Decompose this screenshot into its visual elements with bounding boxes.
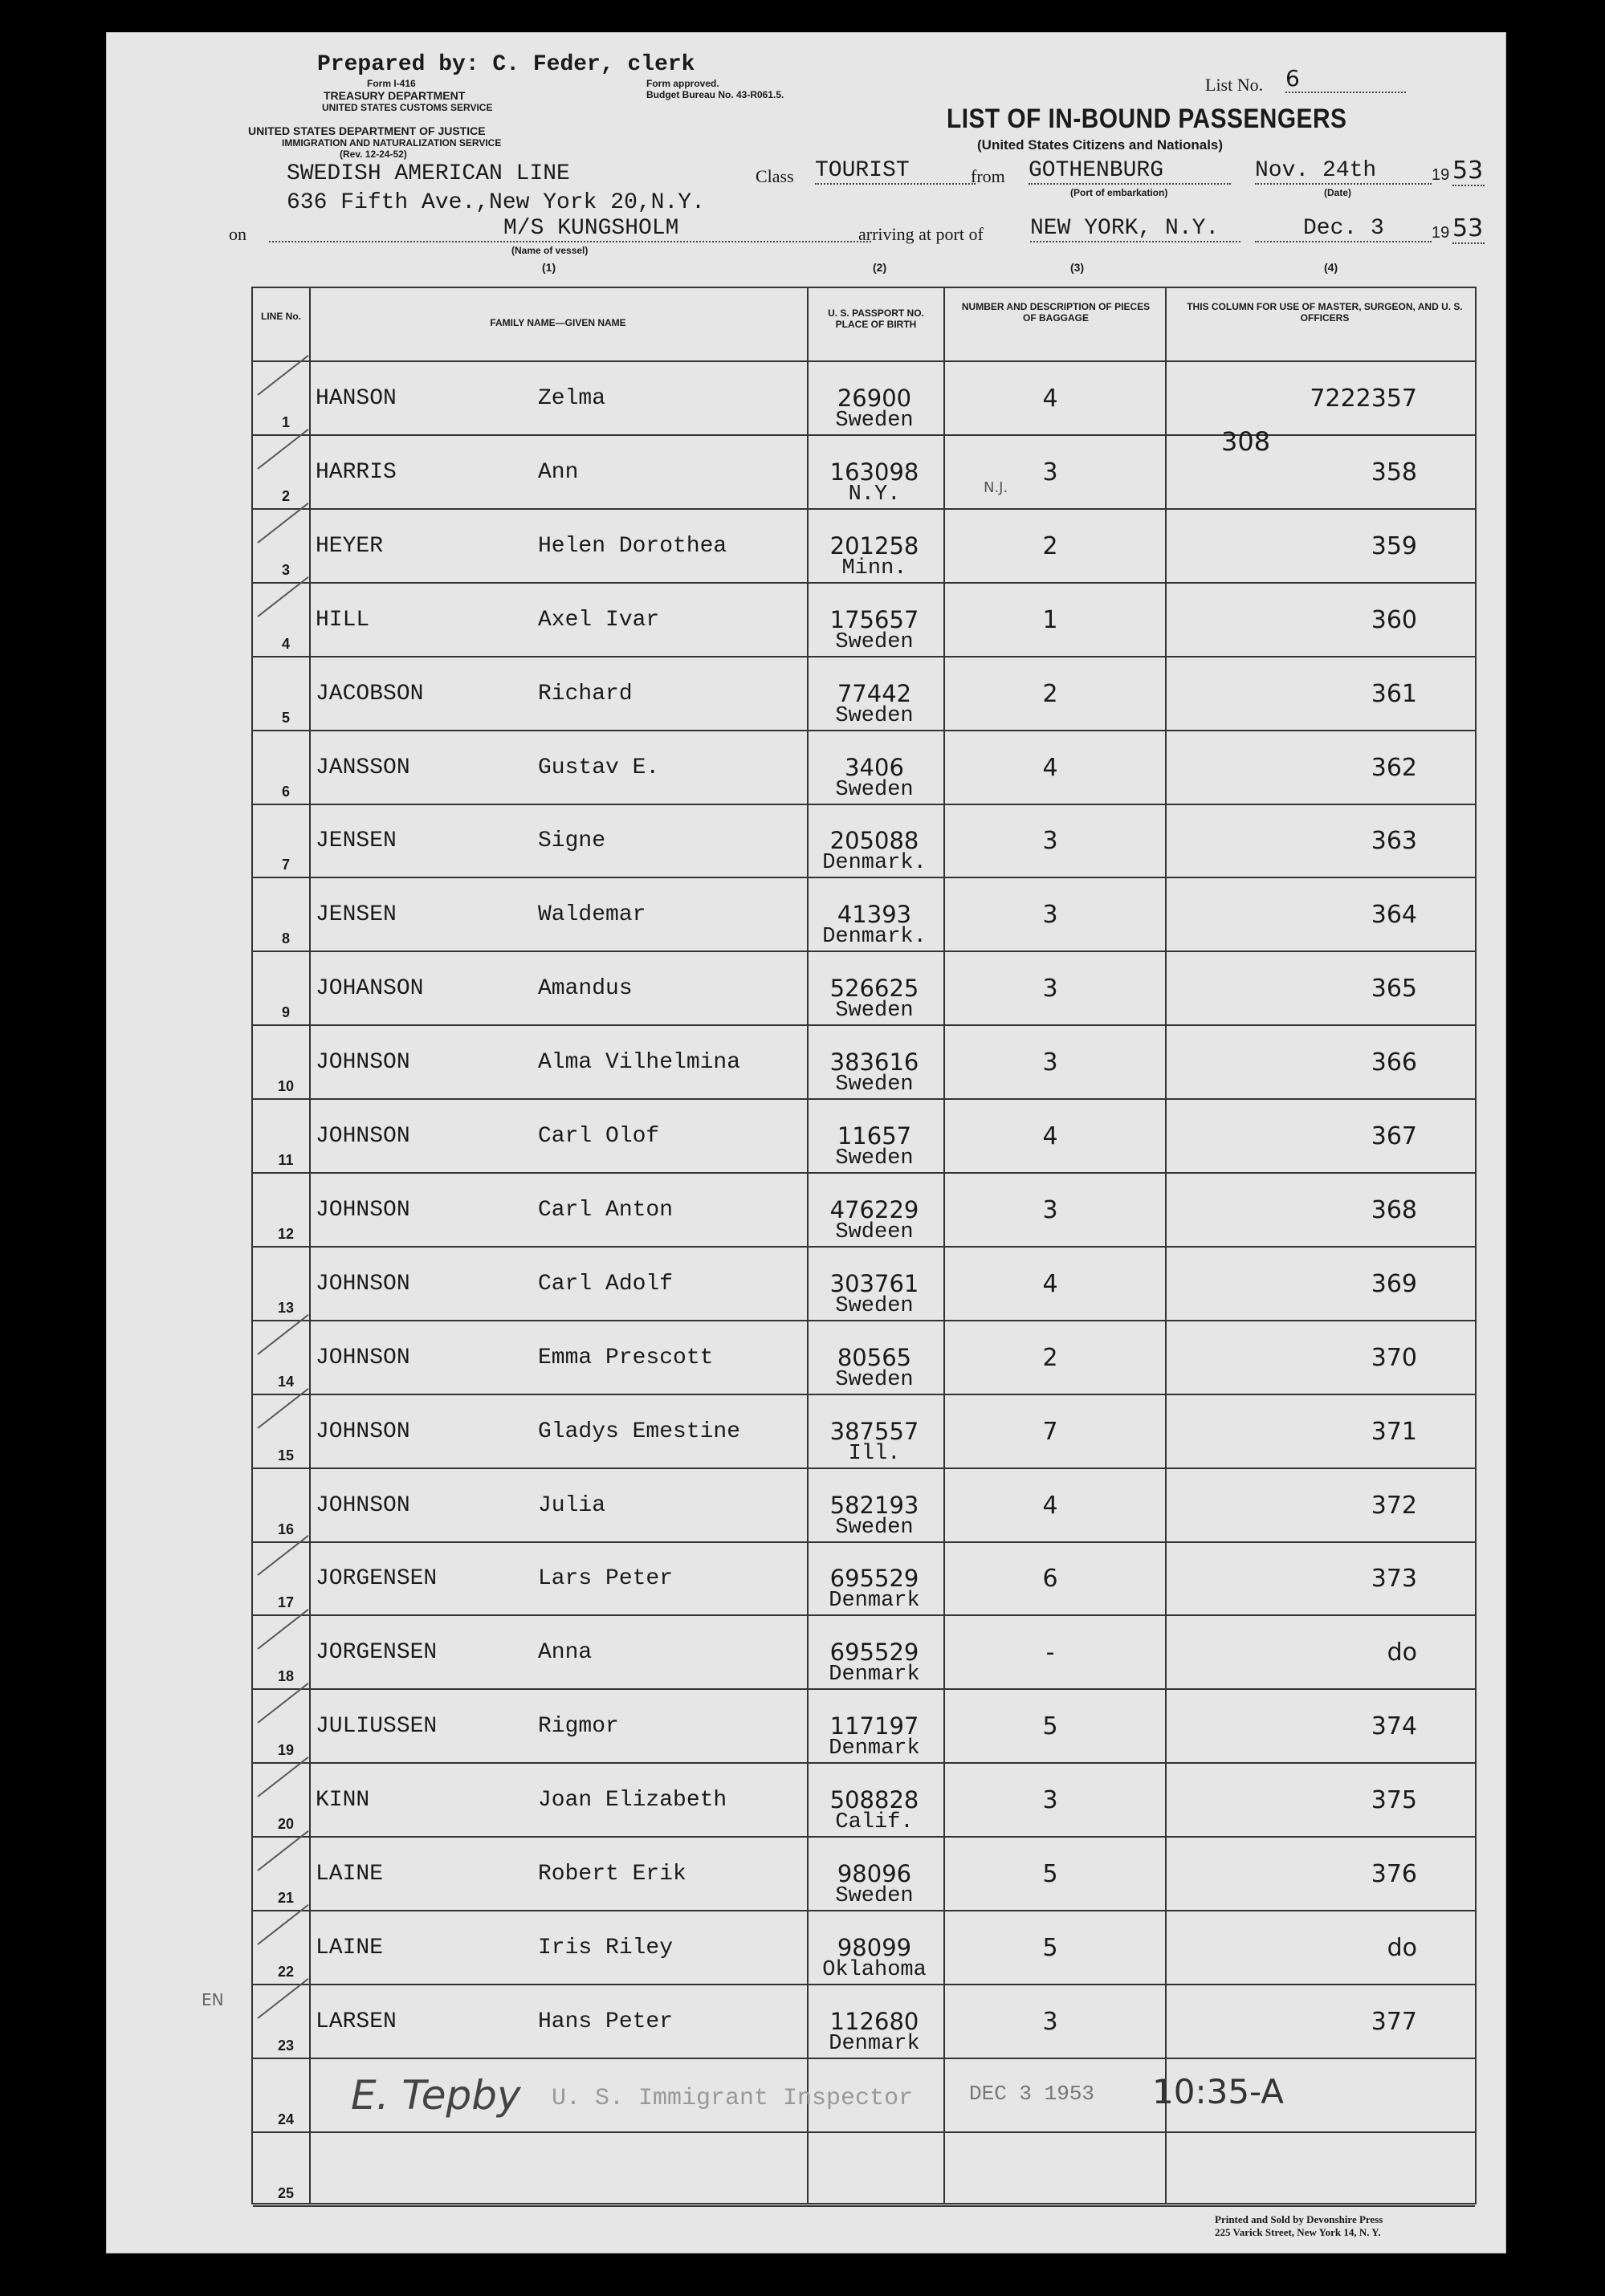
line-number: 23 (277, 2037, 295, 2054)
table-row (253, 1911, 1475, 1985)
baggage-count: 3 (1042, 2007, 1058, 2036)
baggage-count: 3 (1042, 1048, 1058, 1077)
family-name: KINN (316, 1788, 370, 1814)
table-row (253, 1026, 1475, 1100)
given-name: Joan Elizabeth (538, 1788, 727, 1814)
place-of-birth: Sweden (835, 409, 914, 433)
given-name: Julia (538, 1492, 606, 1518)
officer-entry: 367 (1371, 1122, 1417, 1150)
treasury-department: TREASURY DEPARTMENT (324, 89, 466, 102)
baggage-count: 3 (1042, 827, 1058, 856)
passport-number: 80565 (837, 1343, 912, 1371)
baggage-count: 4 (1042, 1491, 1058, 1520)
baggage-count: 7 (1042, 1417, 1058, 1446)
table-row (253, 510, 1475, 584)
table-row (253, 1690, 1475, 1764)
family-name: JOHNSON (316, 1345, 410, 1370)
inspection-time: 10:35-A (1152, 2072, 1285, 2111)
margin-note-nj: N.J. (984, 479, 1008, 496)
place-of-birth: Sweden (835, 703, 914, 728)
place-of-birth: Denmark (829, 1663, 920, 1687)
family-name: HANSON (316, 386, 397, 411)
family-name: JOHNSON (316, 1124, 410, 1149)
baggage-count: 6 (1042, 1565, 1058, 1594)
column-number-1: (1) (542, 261, 556, 274)
form-approved: Form approved. (646, 78, 719, 89)
passport-number: 175657 (829, 605, 919, 633)
header-line-no: LINE No. (261, 311, 301, 322)
line-number: 16 (277, 1520, 295, 1537)
family-name: JORGENSEN (316, 1640, 438, 1666)
column-number-3: (3) (1070, 261, 1085, 274)
given-name: Anna (538, 1640, 593, 1666)
table-row (253, 1321, 1475, 1395)
baggage-count: 3 (1042, 901, 1058, 930)
given-name: Hans Peter (538, 2009, 674, 2034)
family-name: HARRIS (316, 459, 397, 485)
family-name: LAINE (316, 1935, 384, 1960)
baggage-count: 5 (1042, 1712, 1058, 1741)
officer-entry: 361 (1371, 679, 1417, 708)
officer-entry: 366 (1371, 1048, 1417, 1077)
baggage-count: 5 (1042, 1933, 1058, 1962)
table-row (253, 1764, 1475, 1838)
port-of-embarkation: GOTHENBURG (1029, 158, 1231, 185)
passport-number: 11657 (837, 1122, 912, 1150)
class-value: TOURIST (815, 158, 976, 185)
officer-entry: do (1387, 1933, 1417, 1962)
line-number: 15 (277, 1447, 295, 1463)
vessel-name: M/S KUNGSHOLM (269, 216, 871, 242)
on-label: on (229, 224, 246, 244)
officer-entry: 362 (1371, 753, 1417, 782)
officer-entry: 363 (1371, 827, 1417, 856)
place-of-birth: Denmark (829, 1589, 920, 1614)
table-row (253, 1174, 1475, 1248)
place-of-birth: Minn. (841, 556, 907, 580)
passport-number: 77442 (837, 679, 912, 707)
place-of-birth: N.Y. (848, 482, 901, 507)
place-of-birth: Denmark. (822, 851, 927, 876)
officer-entry: 358 (1371, 458, 1417, 486)
place-of-birth: Sweden (835, 1884, 914, 1908)
form-number: Form I-416 (367, 78, 416, 89)
officer-entry: 369 (1371, 1269, 1417, 1298)
officer-entry: 374 (1371, 1712, 1417, 1741)
given-name: Zelma (538, 386, 606, 411)
passport-number: 112680 (829, 2007, 919, 2035)
line-number: 1 (281, 414, 290, 430)
port-embarkation-caption: (Port of embarkation) (1070, 187, 1168, 198)
family-name: JULIUSSEN (316, 1714, 438, 1740)
line-number: 10 (277, 1078, 295, 1095)
given-name: Ann (538, 459, 579, 485)
column-number-2: (2) (873, 261, 887, 274)
arrival-year-prefix: 19 (1432, 224, 1450, 242)
place-of-birth: Sweden (835, 777, 914, 802)
baggage-count: 4 (1042, 1269, 1058, 1298)
family-name: JENSEN (316, 902, 397, 928)
header-baggage: NUMBER AND DESCRIPTION OF PIECES OF BAGGAGE (961, 301, 1151, 324)
table-row (253, 1100, 1475, 1174)
place-of-birth: Sweden (835, 629, 914, 654)
place-of-birth: Oklahoma (822, 1957, 927, 1982)
table-row (253, 584, 1475, 657)
baggage-count: 3 (1042, 1786, 1058, 1815)
family-name: JOHNSON (316, 1197, 410, 1223)
inspector-signature: E. Tepby (351, 2072, 521, 2119)
line-number: 24 (277, 2111, 295, 2127)
line-address: 636 Fifth Ave.,New York 20,N.Y. (287, 190, 705, 215)
officer-entry: 376 (1371, 1860, 1417, 1888)
baggage-count: 2 (1042, 531, 1058, 560)
given-name: Carl Olof (538, 1124, 660, 1149)
line-number: 8 (281, 930, 290, 947)
table-row (253, 878, 1475, 952)
passenger-table (251, 287, 1477, 2204)
budget-bureau: Budget Bureau No. 43-R061.5. (646, 89, 784, 100)
line-number: 20 (277, 1816, 295, 1833)
table-row (253, 657, 1475, 731)
officer-entry: 368 (1371, 1195, 1417, 1224)
line-number: 19 (277, 1742, 295, 1759)
passport-number: 3406 (845, 753, 904, 781)
document-title: LIST OF IN-BOUND PASSENGERS (947, 104, 1347, 134)
from-label: from (971, 166, 1005, 186)
prepared-by: Prepared by: C. Feder, clerk (317, 52, 695, 77)
family-name: JENSEN (316, 828, 397, 854)
officer-entry: 372 (1371, 1491, 1417, 1520)
baggage-count: 3 (1042, 975, 1058, 1003)
passport-number: 383616 (829, 1048, 919, 1077)
table-row (253, 1616, 1475, 1690)
header-name: FAMILY NAME—GIVEN NAME (490, 317, 626, 328)
table-row (253, 1248, 1475, 1321)
officer-entry: 377 (1371, 2007, 1417, 2036)
arrival-date: Dec. 3 (1255, 216, 1432, 242)
printer-line-2: 225 Varick Street, New York 14, N. Y. (1215, 2226, 1381, 2238)
passport-number: 205088 (829, 827, 919, 855)
place-of-birth: Calif. (835, 1810, 914, 1835)
table-row (253, 436, 1475, 510)
baggage-count: 1 (1042, 605, 1058, 634)
place-of-birth: Sweden (835, 1073, 914, 1097)
family-name: JOHNSON (316, 1419, 410, 1444)
table-row (253, 1469, 1475, 1543)
baggage-count: 4 (1042, 753, 1058, 782)
passport-number: 98096 (837, 1860, 912, 1887)
family-name: JOHNSON (316, 1050, 410, 1076)
line-number: 7 (281, 857, 290, 873)
family-name: LAINE (316, 1862, 384, 1887)
officer-entry: 364 (1371, 901, 1417, 930)
line-number: 2 (281, 487, 290, 504)
given-name: Robert Erik (538, 1862, 686, 1887)
given-name: Amandus (538, 976, 633, 1002)
margin-note-en: EN (202, 1990, 224, 2009)
printer-line-1: Printed and Sold by Devonshire Press (1215, 2213, 1383, 2225)
family-name: HEYER (316, 533, 384, 559)
column-number-4: (4) (1324, 261, 1338, 274)
department-of-justice: UNITED STATES DEPARTMENT OF JUSTICE (248, 124, 486, 137)
arriving-label: arriving at port of (858, 224, 984, 244)
baggage-count: 2 (1042, 1343, 1058, 1372)
table-row (253, 362, 1475, 436)
passport-number: 117197 (829, 1712, 919, 1740)
given-name: Helen Dorothea (538, 533, 727, 559)
passport-number: 508828 (829, 1786, 919, 1814)
place-of-birth: Denmark. (822, 925, 927, 950)
passport-number: 695529 (829, 1639, 919, 1667)
family-name: JOHNSON (316, 1271, 410, 1297)
class-label: Class (756, 166, 794, 186)
line-number: 17 (277, 1594, 295, 1611)
officer-entry: 365 (1371, 975, 1417, 1003)
line-number: 3 (281, 561, 290, 578)
given-name: Richard (538, 681, 633, 706)
baggage-count: - (1045, 1639, 1055, 1667)
officer-entry: 359 (1371, 531, 1417, 560)
passport-number: 201258 (829, 531, 919, 560)
passport-number: 163098 (829, 458, 919, 486)
list-no-label: List No. (1205, 75, 1264, 95)
family-name: HILL (316, 607, 370, 633)
place-of-birth: Swdeen (835, 1219, 914, 1244)
officer-entry: 371 (1371, 1417, 1417, 1446)
given-name: Carl Adolf (538, 1271, 674, 1297)
place-of-birth: Sweden (835, 1367, 914, 1392)
family-name: JACOBSON (316, 681, 424, 706)
family-name: JOHNSON (316, 1492, 410, 1518)
header-passport: U. S. PASSPORT NO. PLACE OF BIRTH (828, 307, 924, 330)
officer-entry: do (1387, 1639, 1417, 1667)
place-of-birth: Sweden (835, 1515, 914, 1540)
passport-number: 98099 (837, 1933, 912, 1961)
family-name: LARSEN (316, 2009, 397, 2034)
table-row (253, 1985, 1475, 2059)
officer-entry: 360 (1371, 605, 1417, 634)
family-name: JORGENSEN (316, 1566, 438, 1592)
given-name: Iris Riley (538, 1935, 674, 1960)
line-number: 4 (281, 635, 290, 652)
arrival-port: NEW YORK, N.Y. (1030, 216, 1240, 242)
baggage-count: 5 (1042, 1860, 1058, 1888)
table-row (253, 1838, 1475, 1911)
departure-year-prefix: 19 (1432, 166, 1450, 184)
given-name: Gustav E. (538, 755, 660, 780)
passport-number: 41393 (837, 901, 912, 929)
officer-entry: 373 (1371, 1565, 1417, 1594)
given-name: Lars Peter (538, 1566, 674, 1592)
handwritten-308: 308 (1221, 426, 1271, 457)
ins: IMMIGRATION AND NATURALIZATION SERVICE (282, 137, 502, 149)
manifest-page (106, 32, 1506, 2253)
given-name: Carl Anton (538, 1197, 674, 1223)
passport-number: 526625 (829, 975, 919, 1003)
passport-number: 303761 (829, 1269, 919, 1297)
table-row (253, 804, 1475, 878)
given-name: Rigmor (538, 1714, 619, 1740)
departure-year: 53 (1452, 157, 1484, 185)
departure-date: Nov. 24th (1255, 158, 1432, 185)
line-number: 14 (277, 1373, 295, 1390)
line-number: 22 (277, 1963, 295, 1980)
given-name: Waldemar (538, 902, 646, 928)
given-name: Gladys Emestine (538, 1419, 741, 1444)
officer-entry: 375 (1371, 1786, 1417, 1815)
date-stamp: DEC 3 1953 (969, 2082, 1095, 2106)
list-no-value: 6 (1285, 65, 1406, 93)
place-of-birth: Ill. (848, 1441, 901, 1466)
table-row (253, 1395, 1475, 1469)
officer-entry: 7222357 (1310, 385, 1417, 413)
table-row (253, 952, 1475, 1026)
document-subtitle: (United States Citizens and Nationals) (977, 137, 1224, 153)
line-number: 25 (277, 2184, 295, 2201)
line-number: 21 (277, 1890, 295, 1906)
given-name: Emma Prescott (538, 1345, 714, 1370)
place-of-birth: Sweden (835, 1293, 914, 1318)
line-number: 18 (277, 1668, 295, 1685)
baggage-count: 4 (1042, 1122, 1058, 1150)
place-of-birth: Denmark (829, 1736, 920, 1761)
revision: (Rev. 12-24-52) (340, 149, 407, 160)
line-number: 9 (281, 1004, 290, 1021)
given-name: Axel Ivar (538, 607, 660, 633)
passport-number: 476229 (829, 1195, 919, 1223)
place-of-birth: Sweden (835, 999, 914, 1024)
header-officers: THIS COLUMN FOR USE OF MASTER, SURGEON, AND U. S. OFFICERS (1187, 301, 1463, 324)
table-row (253, 1542, 1475, 1616)
passport-number: 695529 (829, 1565, 919, 1593)
baggage-count: 4 (1042, 385, 1058, 413)
officer-entry: 370 (1371, 1343, 1417, 1372)
passport-number: 26900 (837, 385, 912, 412)
shipping-line: SWEDISH AMERICAN LINE (287, 161, 570, 186)
baggage-count: 3 (1042, 458, 1058, 486)
arrival-year: 53 (1452, 214, 1484, 242)
line-number: 11 (278, 1152, 294, 1168)
family-name: JANSSON (316, 755, 410, 780)
date-caption: (Date) (1324, 187, 1352, 198)
immigrant-inspector-stamp: U. S. Immigrant Inspector (552, 2085, 914, 2112)
customs-service: UNITED STATES CUSTOMS SERVICE (322, 102, 493, 113)
baggage-count: 3 (1042, 1195, 1058, 1224)
line-number: 5 (281, 709, 290, 726)
table-row (253, 2133, 1475, 2207)
place-of-birth: Sweden (835, 1146, 914, 1170)
vessel-caption: (Name of vessel) (511, 245, 589, 256)
given-name: Alma Vilhelmina (538, 1050, 741, 1076)
place-of-birth: Denmark (829, 2031, 920, 2056)
baggage-count: 2 (1042, 679, 1058, 708)
line-number: 6 (281, 783, 290, 800)
given-name: Signe (538, 828, 606, 854)
table-row (253, 731, 1475, 805)
passport-number: 387557 (829, 1417, 919, 1445)
family-name: JOHANSON (316, 976, 424, 1002)
passport-number: 582193 (829, 1491, 919, 1519)
line-number: 12 (277, 1225, 295, 1242)
line-number: 13 (277, 1299, 295, 1316)
